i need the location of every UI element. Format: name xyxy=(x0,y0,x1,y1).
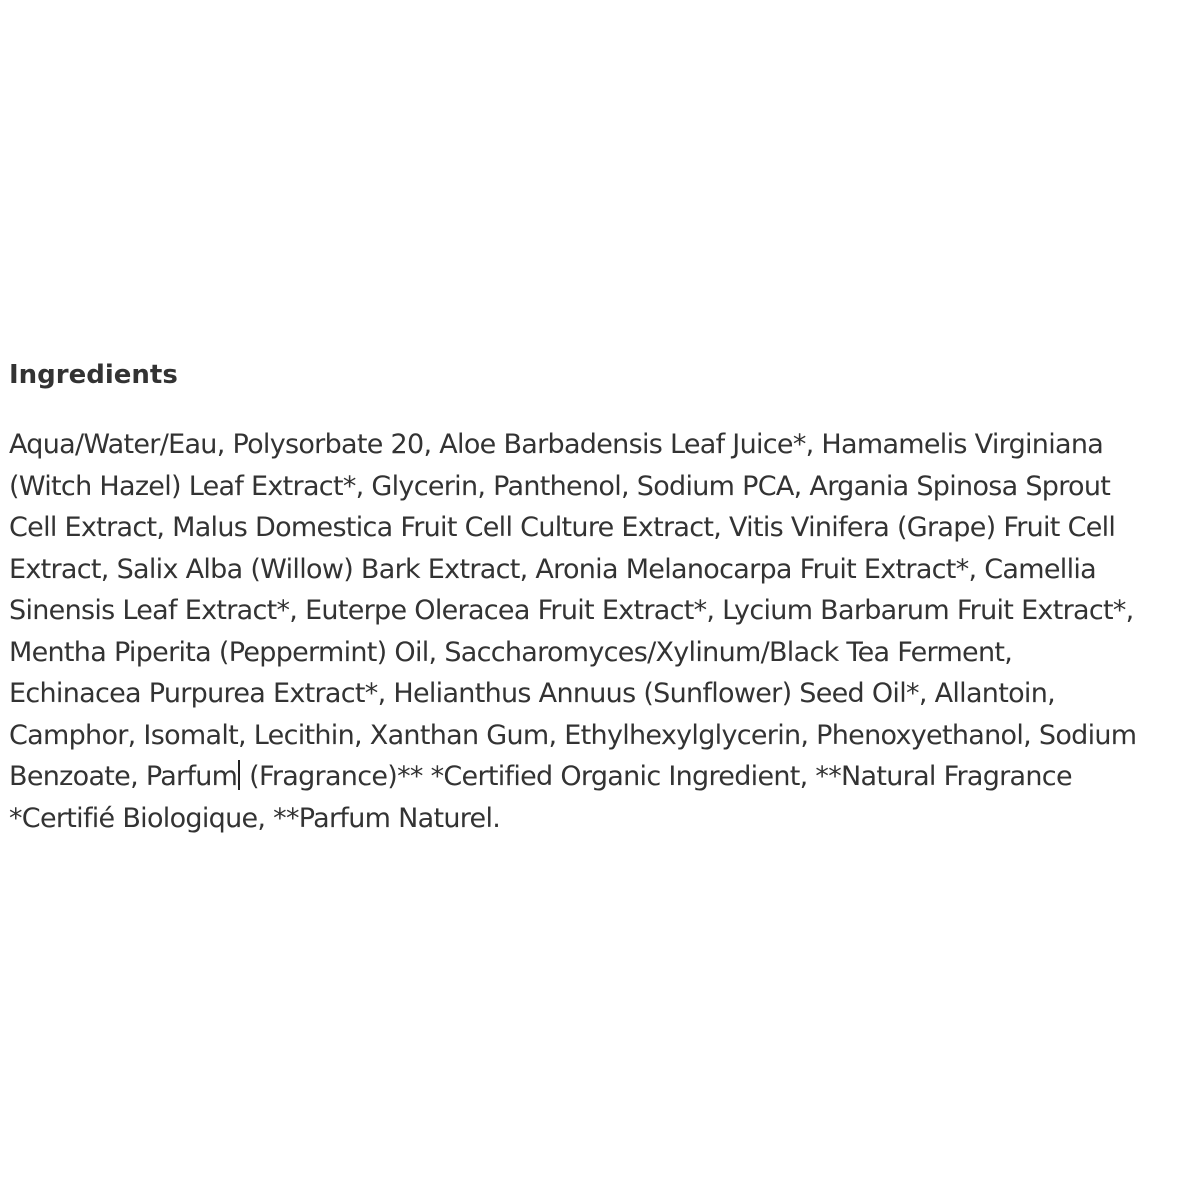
ingredients-text[interactable] xyxy=(9,424,1194,839)
ingredients-line: Extract, Salix Alba (Willow) Bark Extract, Aronia Melanocarpa Fruit Extract*, Camellia xyxy=(9,553,1097,585)
ingredients-line: Mentha Piperita (Peppermint) Oil, Saccharomyces/Xylinum/Black Tea Ferment, xyxy=(9,636,1013,668)
ingredients-line: Sinensis Leaf Extract*, Euterpe Oleracea Fruit Extract*, Lycium Barbarum Fruit Extract*, xyxy=(9,595,1134,626)
ingredients-line xyxy=(9,756,1194,798)
ingredients-heading: Ingredients xyxy=(9,360,178,390)
ingredients-line: (Witch Hazel) Leaf Extract*, Glycerin, Panthenol, Sodium PCA, Argania Spinosa Sprout xyxy=(9,470,1111,502)
line-text-before-cursor: Benzoate, Parfum xyxy=(9,761,238,792)
ingredients-line: Camphor, Isomalt, Lecithin, Xanthan Gum, Ethylhexylglycerin, Phenoxyethanol, Sodium xyxy=(9,719,1137,751)
ingredients-line: Cell Extract, Malus Domestica Fruit Cell Culture Extract, Vitis Vinifera (Grape) Fruit Cell xyxy=(9,512,1116,543)
ingredients-line: Aqua/Water/Eau, Polysorbate 20, Aloe Barbadensis Leaf Juice*, Hamamelis Virginiana xyxy=(9,429,1104,460)
line-text-after-cursor: (Fragrance)** *Certified Organic Ingredient, **Natural Fragrance xyxy=(241,761,1072,792)
ingredients-line: Echinacea Purpurea Extract*, Helianthus Annuus (Sunflower) Seed Oil*, Allantoin, xyxy=(9,678,1056,709)
ingredients-line: *Certifié Biologique, **Parfum Naturel. xyxy=(9,802,501,834)
text-cursor xyxy=(238,760,240,790)
